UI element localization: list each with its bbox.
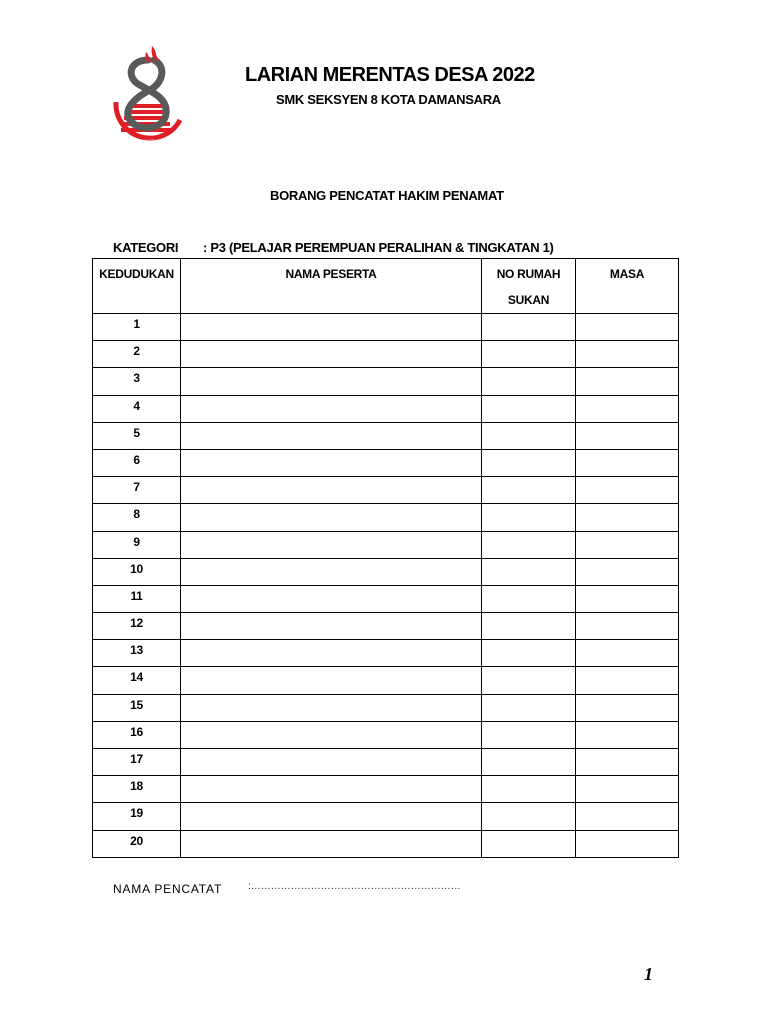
house-cell[interactable] xyxy=(482,477,576,504)
time-cell[interactable] xyxy=(576,477,679,504)
time-cell[interactable] xyxy=(576,667,679,694)
name-cell[interactable] xyxy=(181,830,482,857)
category-value: : P3 (PELAJAR PEREMPUAN PERALIHAN & TINGKATAN 1) xyxy=(203,240,554,255)
position-cell: 11 xyxy=(93,585,181,612)
time-cell[interactable] xyxy=(576,803,679,830)
house-cell[interactable] xyxy=(482,531,576,558)
position-cell: 2 xyxy=(93,341,181,368)
name-cell[interactable] xyxy=(181,721,482,748)
house-cell[interactable] xyxy=(482,776,576,803)
form-title: BORANG PENCATAT HAKIM PENAMAT xyxy=(270,188,504,203)
name-cell[interactable] xyxy=(181,314,482,341)
header-time: MASA xyxy=(576,259,679,314)
time-cell[interactable] xyxy=(576,721,679,748)
position-cell: 3 xyxy=(93,368,181,395)
table-row xyxy=(93,395,679,422)
table-row xyxy=(93,613,679,640)
header-house: NO RUMAH SUKAN xyxy=(482,259,576,314)
name-cell[interactable] xyxy=(181,585,482,612)
house-cell[interactable] xyxy=(482,613,576,640)
table-row xyxy=(93,830,679,857)
time-cell[interactable] xyxy=(576,749,679,776)
house-cell[interactable] xyxy=(482,314,576,341)
position-cell: 14 xyxy=(93,667,181,694)
table-row xyxy=(93,749,679,776)
table-row xyxy=(93,368,679,395)
table-body xyxy=(93,314,679,858)
header-name: NAMA PESERTA xyxy=(181,259,482,314)
position-cell: 12 xyxy=(93,613,181,640)
name-cell[interactable] xyxy=(181,803,482,830)
name-cell[interactable] xyxy=(181,694,482,721)
time-cell[interactable] xyxy=(576,776,679,803)
table-row xyxy=(93,422,679,449)
name-cell[interactable] xyxy=(181,749,482,776)
name-cell[interactable] xyxy=(181,504,482,531)
house-cell[interactable] xyxy=(482,585,576,612)
house-cell[interactable] xyxy=(482,749,576,776)
name-cell[interactable] xyxy=(181,449,482,476)
school-logo xyxy=(108,42,188,152)
time-cell[interactable] xyxy=(576,368,679,395)
house-cell[interactable] xyxy=(482,694,576,721)
position-cell: 13 xyxy=(93,640,181,667)
recorder-name-field[interactable]: :……………………………………………………… xyxy=(248,881,461,892)
page-number: 1 xyxy=(644,964,653,984)
name-cell[interactable] xyxy=(181,667,482,694)
house-cell[interactable] xyxy=(482,504,576,531)
table-row xyxy=(93,721,679,748)
table-row xyxy=(93,477,679,504)
position-cell: 20 xyxy=(93,830,181,857)
time-cell[interactable] xyxy=(576,422,679,449)
table-row xyxy=(93,694,679,721)
name-cell[interactable] xyxy=(181,531,482,558)
name-cell[interactable] xyxy=(181,477,482,504)
name-cell[interactable] xyxy=(181,395,482,422)
table-row xyxy=(93,640,679,667)
position-cell: 4 xyxy=(93,395,181,422)
position-cell: 8 xyxy=(93,504,181,531)
position-cell: 17 xyxy=(93,749,181,776)
position-cell: 7 xyxy=(93,477,181,504)
time-cell[interactable] xyxy=(576,531,679,558)
position-cell: 5 xyxy=(93,422,181,449)
name-cell[interactable] xyxy=(181,640,482,667)
position-cell: 15 xyxy=(93,694,181,721)
time-cell[interactable] xyxy=(576,640,679,667)
time-cell[interactable] xyxy=(576,449,679,476)
table-row xyxy=(93,449,679,476)
time-cell[interactable] xyxy=(576,341,679,368)
table-row xyxy=(93,558,679,585)
results-table xyxy=(92,258,679,858)
position-cell: 6 xyxy=(93,449,181,476)
position-cell: 19 xyxy=(93,803,181,830)
school-name: SMK SEKSYEN 8 KOTA DAMANSARA xyxy=(276,92,501,107)
table-row xyxy=(93,585,679,612)
svg-text:SMK SEKSYEN 8 KOTA DAMANSARA: SMK SEKSYEN 8 KOTA DAMANSARA xyxy=(116,139,180,143)
house-cell[interactable] xyxy=(482,449,576,476)
table-row xyxy=(93,504,679,531)
event-title: LARIAN MERENTAS DESA 2022 xyxy=(245,64,535,86)
time-cell[interactable] xyxy=(576,613,679,640)
house-cell[interactable] xyxy=(482,721,576,748)
house-cell[interactable] xyxy=(482,558,576,585)
name-cell[interactable] xyxy=(181,776,482,803)
header-position: KEDUDUKAN xyxy=(93,259,181,314)
time-cell[interactable] xyxy=(576,830,679,857)
house-cell[interactable] xyxy=(482,368,576,395)
position-cell: 9 xyxy=(93,531,181,558)
time-cell[interactable] xyxy=(576,395,679,422)
table-row xyxy=(93,531,679,558)
position-cell: 18 xyxy=(93,776,181,803)
name-cell[interactable] xyxy=(181,368,482,395)
name-cell[interactable] xyxy=(181,613,482,640)
time-cell[interactable] xyxy=(576,694,679,721)
recorder-label: NAMA PENCATAT xyxy=(113,882,223,896)
time-cell[interactable] xyxy=(576,558,679,585)
house-cell[interactable] xyxy=(482,341,576,368)
house-cell[interactable] xyxy=(482,395,576,422)
table-row xyxy=(93,803,679,830)
name-cell[interactable] xyxy=(181,422,482,449)
time-cell[interactable] xyxy=(576,314,679,341)
time-cell[interactable] xyxy=(576,504,679,531)
table-row xyxy=(93,314,679,341)
house-cell[interactable] xyxy=(482,830,576,857)
house-cell[interactable] xyxy=(482,803,576,830)
time-cell[interactable] xyxy=(576,585,679,612)
table-header-row xyxy=(93,259,679,314)
position-cell: 10 xyxy=(93,558,181,585)
position-cell: 1 xyxy=(93,314,181,341)
category-label: KATEGORI xyxy=(113,240,179,255)
house-cell[interactable] xyxy=(482,422,576,449)
table-row xyxy=(93,776,679,803)
position-cell: 16 xyxy=(93,721,181,748)
house-cell[interactable] xyxy=(482,640,576,667)
house-cell[interactable] xyxy=(482,667,576,694)
table-row xyxy=(93,667,679,694)
name-cell[interactable] xyxy=(181,341,482,368)
table-row xyxy=(93,341,679,368)
name-cell[interactable] xyxy=(181,558,482,585)
